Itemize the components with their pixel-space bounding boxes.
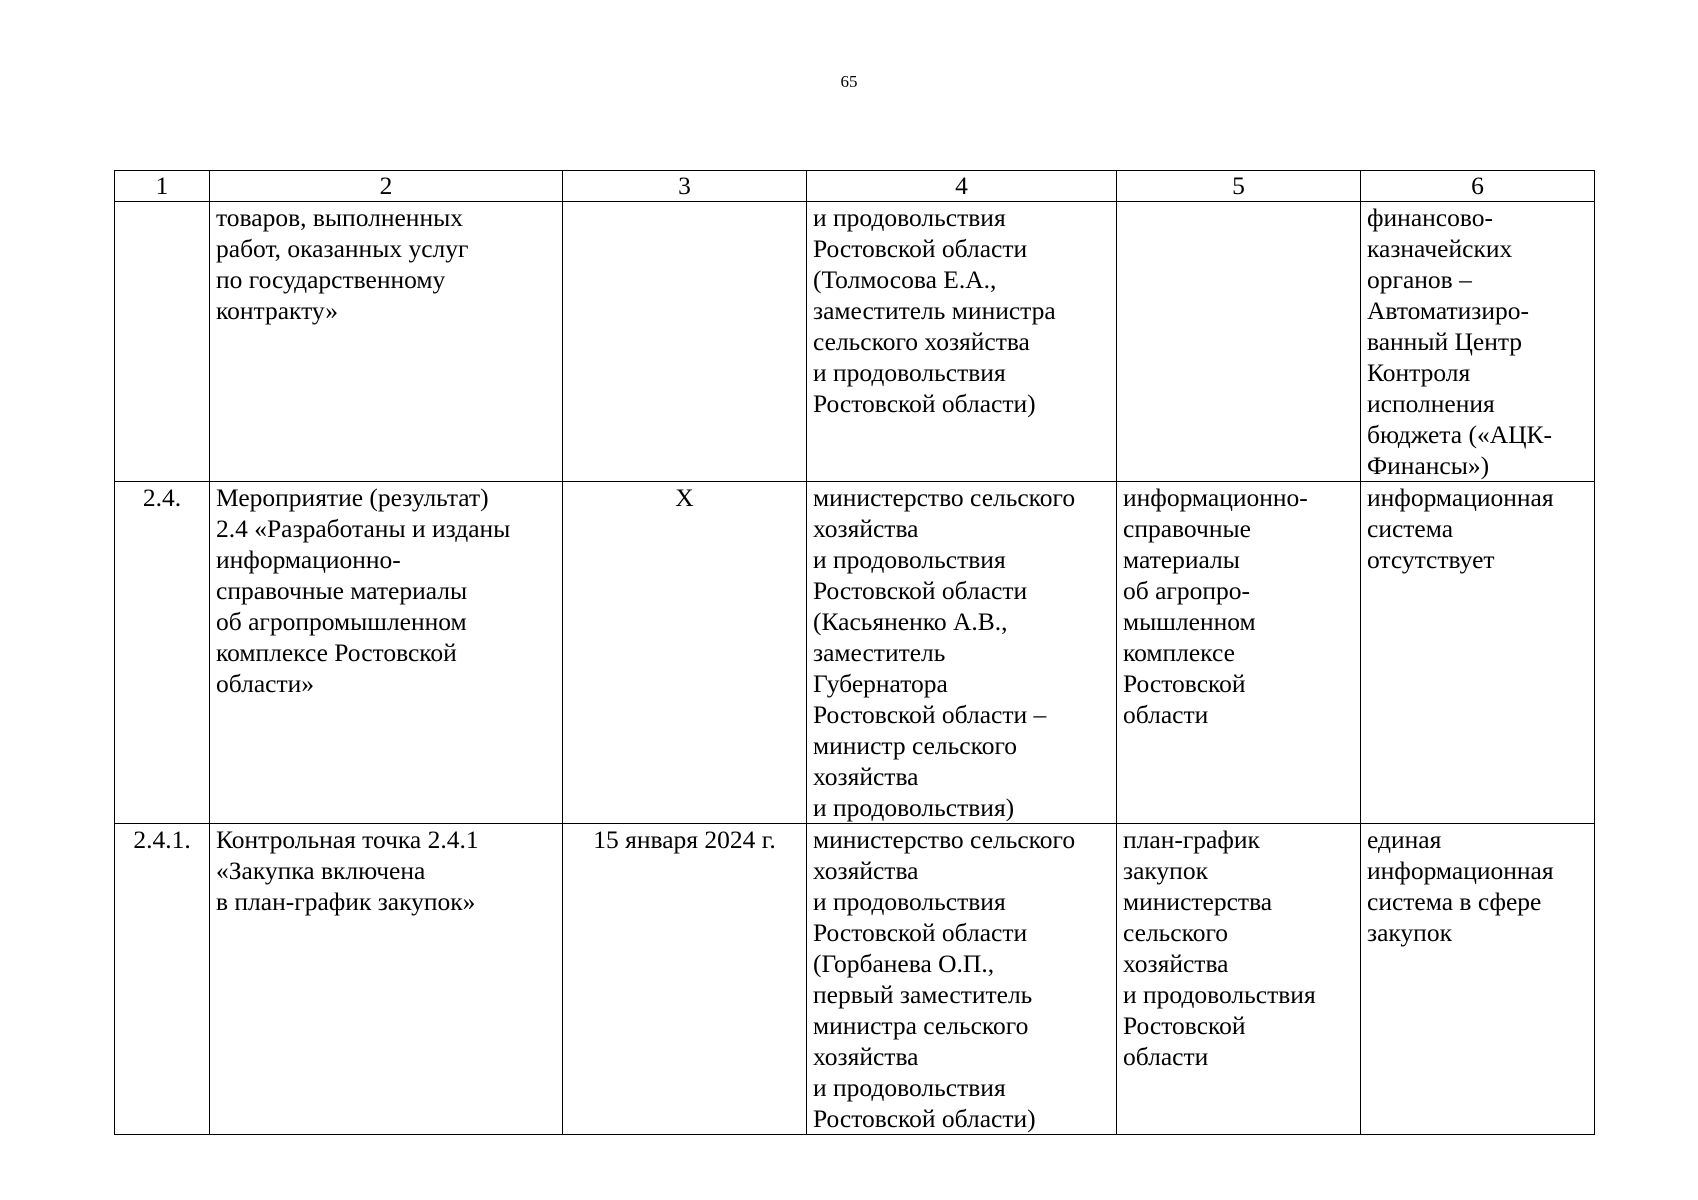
measures-table <box>114 170 1595 1135</box>
responsible-cell: и продовольствия Ростовской области (Толмосова Е.А., заместитель министра сельского хозяйства и продовольствия Ростовской области) <box>807 202 1117 482</box>
page-number: 65 <box>840 72 858 91</box>
header-cell: 4 <box>807 171 1117 202</box>
information-system-cell: финансово- казначейских органов – Автоматизиро- ванный Центр Контроля исполнения бюджета («АЦК- Финансы») <box>1361 202 1595 482</box>
deadline-cell: Х <box>563 482 807 824</box>
table-row <box>115 482 1595 824</box>
measure-name-cell: Контрольная точка 2.4.1 «Закупка включена в план-график закупок» <box>210 824 563 1135</box>
document-cell: план-график закупок министерства сельского хозяйства и продовольствия Ростовской области <box>1117 824 1361 1135</box>
header-cell: 6 <box>1361 171 1595 202</box>
deadline-cell <box>563 202 807 482</box>
measure-name-cell: товаров, выполненных работ, оказанных услуг по государственному контракту» <box>210 202 563 482</box>
table-row <box>115 824 1595 1135</box>
measure-name-cell: Мероприятие (результат) 2.4 «Разработаны и изданы информационно- справочные материалы об агропромышленном комплексе Ростовской области» <box>210 482 563 824</box>
information-system-cell: единая информационная система в сфере закупок <box>1361 824 1595 1135</box>
table-row <box>115 202 1595 482</box>
row-number-cell <box>115 202 210 482</box>
table-header-row <box>115 171 1595 202</box>
row-number-cell: 2.4.1. <box>115 824 210 1135</box>
responsible-cell: министерство сельского хозяйства и продовольствия Ростовской области (Касьяненко А.В., заместитель Губернатора Ростовской области – министр сельского хозяйства и продовольствия) <box>807 482 1117 824</box>
row-number-cell: 2.4. <box>115 482 210 824</box>
header-cell: 3 <box>563 171 807 202</box>
responsible-cell: министерство сельского хозяйства и продовольствия Ростовской области (Горбанева О.П., первый заместитель министра сельского хозяйства и продовольствия Ростовской области) <box>807 824 1117 1135</box>
deadline-cell: 15 января 2024 г. <box>563 824 807 1135</box>
information-system-cell: информационная система отсутствует <box>1361 482 1595 824</box>
header-cell: 5 <box>1117 171 1361 202</box>
document-cell: информационно- справочные материалы об агропро- мышленном комплексе Ростовской области <box>1117 482 1361 824</box>
header-cell: 1 <box>115 171 210 202</box>
document-cell <box>1117 202 1361 482</box>
header-cell: 2 <box>210 171 563 202</box>
